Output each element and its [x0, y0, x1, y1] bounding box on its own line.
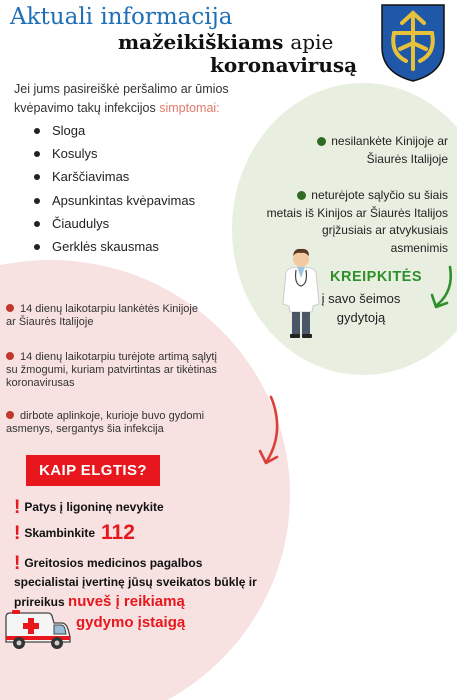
list-item: Sloga	[32, 122, 195, 145]
rule-1-text: Patys į ligoninę nevykite	[24, 500, 164, 514]
exclamation-icon: !	[14, 497, 21, 518]
rule-2-text: Skambinkite	[24, 526, 96, 540]
list-item: Kosulys	[32, 145, 195, 168]
rule-3-text: Greitosios medicinos pagalbos specialistai įvertinę jūsų sveikatos būklę ir prireikus	[14, 556, 257, 609]
pink-advice-3-text: dirbote aplinkoje, kurioje buvo gydomi asmenys, sergantys šia infekcija	[6, 410, 205, 435]
exclamation-icon: !	[14, 553, 21, 574]
title-line-3: koronavirusą	[210, 53, 358, 77]
rule-1	[14, 498, 164, 517]
pink-advice-1-text: 14 dienų laikotarpiu lankėtės Kinijoje ar Šiaurės Italijoje	[6, 303, 198, 328]
curved-arrow-icon	[257, 395, 285, 471]
green-advice-1	[300, 133, 448, 168]
list-item: Karščiavimas	[32, 168, 195, 191]
intro-main: Jei jums pasireiškė peršalimo ar ūmios kvėpavimo takų infekcijos	[14, 82, 229, 115]
green-advice-2-text: neturėjote sąlyčio su šiais metais iš Kinijos ar Šiaurės Italijos grįžusiais ar atvykusiais asmenimis	[266, 188, 448, 255]
rule-3-highlight-1: nuveš į reikiamą	[68, 593, 185, 610]
rule-3	[14, 554, 264, 612]
title-line-1: Aktuali informacija	[10, 4, 233, 30]
exclamation-icon: !	[14, 523, 21, 544]
intro-accent: simptomai:	[159, 101, 220, 115]
pink-advice-2-text: 14 dienų laikotarpiu turėjote artimą sąlytį su žmogumi, kuriam patvirtintas ar tikėtinas koronavirusas	[6, 351, 217, 389]
list-item: Apsunkintas kvėpavimas	[32, 192, 195, 215]
green-bullet-icon	[317, 137, 326, 146]
title-line-2	[118, 30, 333, 54]
consult-cta-text: į savo šeimos gydytoją	[321, 291, 401, 325]
pink-advice-1	[6, 303, 206, 329]
green-bullet-icon	[297, 191, 306, 200]
ambulance-icon	[4, 609, 72, 651]
consult-cta: KREIPKITĖS	[330, 269, 423, 285]
red-bullet-icon	[6, 411, 14, 419]
title-line-2-light: apie	[290, 30, 334, 54]
emergency-number: 112	[101, 521, 135, 544]
title-line-2-bold: mažeikiškiams	[118, 30, 284, 54]
list-item: Čiaudulys	[32, 215, 195, 238]
intro-text	[14, 80, 274, 118]
green-advice-1-text: nesilankėte Kinijoje ar Šiaurės Italijoje	[331, 134, 448, 166]
curved-arrow-icon	[428, 265, 456, 315]
mazeikiai-coat-of-arms-icon	[380, 3, 446, 83]
how-to-act-banner: KAIP ELGTIS?	[26, 455, 160, 486]
pink-advice-2	[6, 351, 220, 390]
rule-2	[14, 523, 135, 543]
pink-advice-3	[6, 410, 246, 436]
symptom-list	[32, 122, 195, 261]
red-bullet-icon	[6, 352, 14, 360]
red-bullet-icon	[6, 304, 14, 312]
list-item: Gerklės skausmas	[32, 238, 195, 261]
rule-3-highlight-2: gydymo įstaigą	[76, 614, 186, 631]
